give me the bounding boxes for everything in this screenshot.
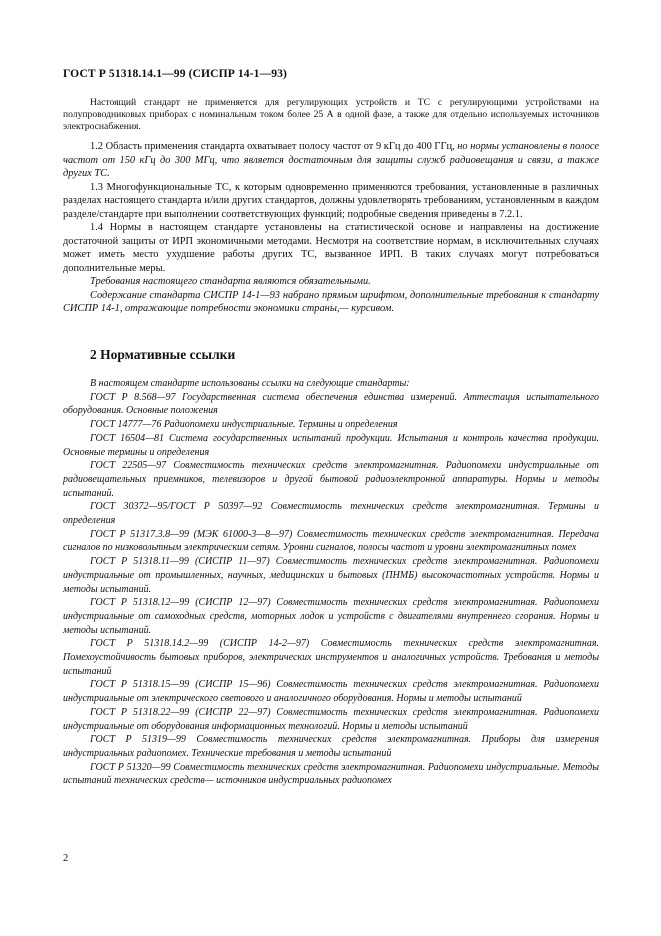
paragraph-1-2-normal: 1.2 Область применения стандарта охватывает полосу частот от 9 кГц до 400 ГГц,	[90, 141, 458, 152]
reference-item: ГОСТ Р 8.568—97 Государственная система обеспечения единства измерений. Аттестация испытательного оборудования. Основные положения	[63, 391, 599, 417]
page-number: 2	[63, 853, 69, 864]
paragraph-1-2-italic: но нормы установлены в полосе частот от 150 кГц до 300 МГц, что является достаточным для защиты служб радиовещания и связи, а также других ТС.	[63, 141, 599, 179]
reference-item: ГОСТ 14777—76 Радиопомехи индустриальные. Термины и определения	[90, 419, 398, 431]
reference-item: ГОСТ Р 51317.3.8—99 (МЭК 61000-3—8—97) Совместимость технических средств электромагнитная. Передача сигналов по низковольтным электрическим сетям. Уровни сигналов, полосы частот и уровни электромагнитных помех	[63, 528, 599, 554]
paragraph-1-3: 1.3 Многофункциональные ТС, к которым одновременно применяются требования, установленные в различных разделах настоящего стандарта и/или других стандартов, должны удовлетворять требованиям, установленным в каждом разделе/стандарте при выполнении соответствующих функций; подробные сведения приведены в 7.2.1.	[63, 181, 599, 220]
intro-paragraph-block	[63, 97, 599, 134]
reference-item: ГОСТ Р 51318.12—99 (СИСПР 12—97) Совместимость технических средств электромагнитная. Радиопомехи индустриальные от самоходных средств, моторных лодок и устройств с двигателями внутреннего сгорания. Нормы и методы испытаний.	[63, 597, 599, 636]
reference-item: ГОСТ 30372—95/ГОСТ Р 50397—92 Совместимость технических средств электромагнитная. Термины и определения	[63, 501, 599, 527]
content-note: Содержание стандарта СИСПР 14-1—93 набрано прямым шрифтом, дополнительные требования к стандарту СИСПР 14-1, отражающие потребности экономики страны,— курсивом.	[63, 289, 599, 314]
reference-item: ГОСТ Р 51318.15—99 (СИСПР 15—96) Совместимость технических средств электромагнитная. Радиопомехи индустриальные от электрического светового и аналогичного оборудования. Нормы и методы испытаний	[63, 679, 599, 705]
reference-item: ГОСТ Р 51320—99 Совместимость технических средств электромагнитная. Радиопомехи индустриальные. Методы испытаний технических средств— источников индустриальных радиопомех	[63, 761, 599, 787]
reference-item: ГОСТ 16504—81 Система государственных испытаний продукции. Испытания и контроль качества продукции. Основные термины и определения	[63, 432, 599, 458]
reference-item: ГОСТ Р 51318.22—99 (СИСПР 22—97) Совместимость технических средств электромагнитная. Радиопомехи индустриальные от оборудования информационных технологий. Нормы и методы испытаний	[63, 706, 599, 732]
reference-item: ГОСТ 22505—97 Совместимость технических средств электромагнитная. Радиопомехи индустриальные от радиовещательных приемников, телевизоров и другой бытовой радиоэлектронной аппаратуры. Нормы и методы испытаний.	[63, 460, 599, 499]
mandatory-note: Требования настоящего стандарта являются обязательными.	[90, 276, 371, 287]
document-header: ГОСТ Р 51318.14.1—99 (СИСПР 14-1—93)	[63, 67, 288, 80]
paragraph-1-2	[63, 140, 599, 181]
reference-item: ГОСТ Р 51318.11—99 (СИСПР 11—97) Совместимость технических средств электромагнитная. Радиопомехи индустриальные от промышленных, научных, медицинских и бытовых (ПНМБ) высокочастотных устройств. Нормы и методы испытаний.	[63, 556, 599, 595]
references-list	[63, 377, 599, 788]
paragraph-1-4: 1.4 Нормы в настоящем стандарте установлены на статистической основе и направлены на достижение достаточной защиты от ИРП экономичными методами. Несмотря на соответствие нормам, в исключительных случаях может иметь место ухудшение работы других ТС, вызванное ИРП. В таких случаях могут потребоваться дополнительные меры.	[63, 222, 599, 274]
reference-item: ГОСТ Р 51318.14.2—99 (СИСПР 14-2—97) Совместимость технических средств электромагнитная. Помехоустойчивость бытовых приборов, электрических инструментов и аналогичных устройств. Требования и методы испытаний	[63, 638, 599, 677]
scope-paragraphs	[63, 140, 599, 316]
reference-item: ГОСТ Р 51319—99 Совместимость технических средств электромагнитная. Приборы для измерения индустриальных радиопомех. Технические требования и методы испытаний	[63, 734, 599, 759]
references-intro: В настоящем стандарте использованы ссылки на следующие стандарты:	[90, 378, 410, 389]
intro-paragraph: Настоящий стандарт не применяется для регулирующих устройств и ТС с регулирующими устройствами на полупроводниковых приборах с номинальным током более 25 А в одной фазе, а также для отдельно используемых источников электроснабжения.	[63, 97, 599, 133]
section-2-title: 2 Нормативные ссылки	[90, 347, 236, 362]
